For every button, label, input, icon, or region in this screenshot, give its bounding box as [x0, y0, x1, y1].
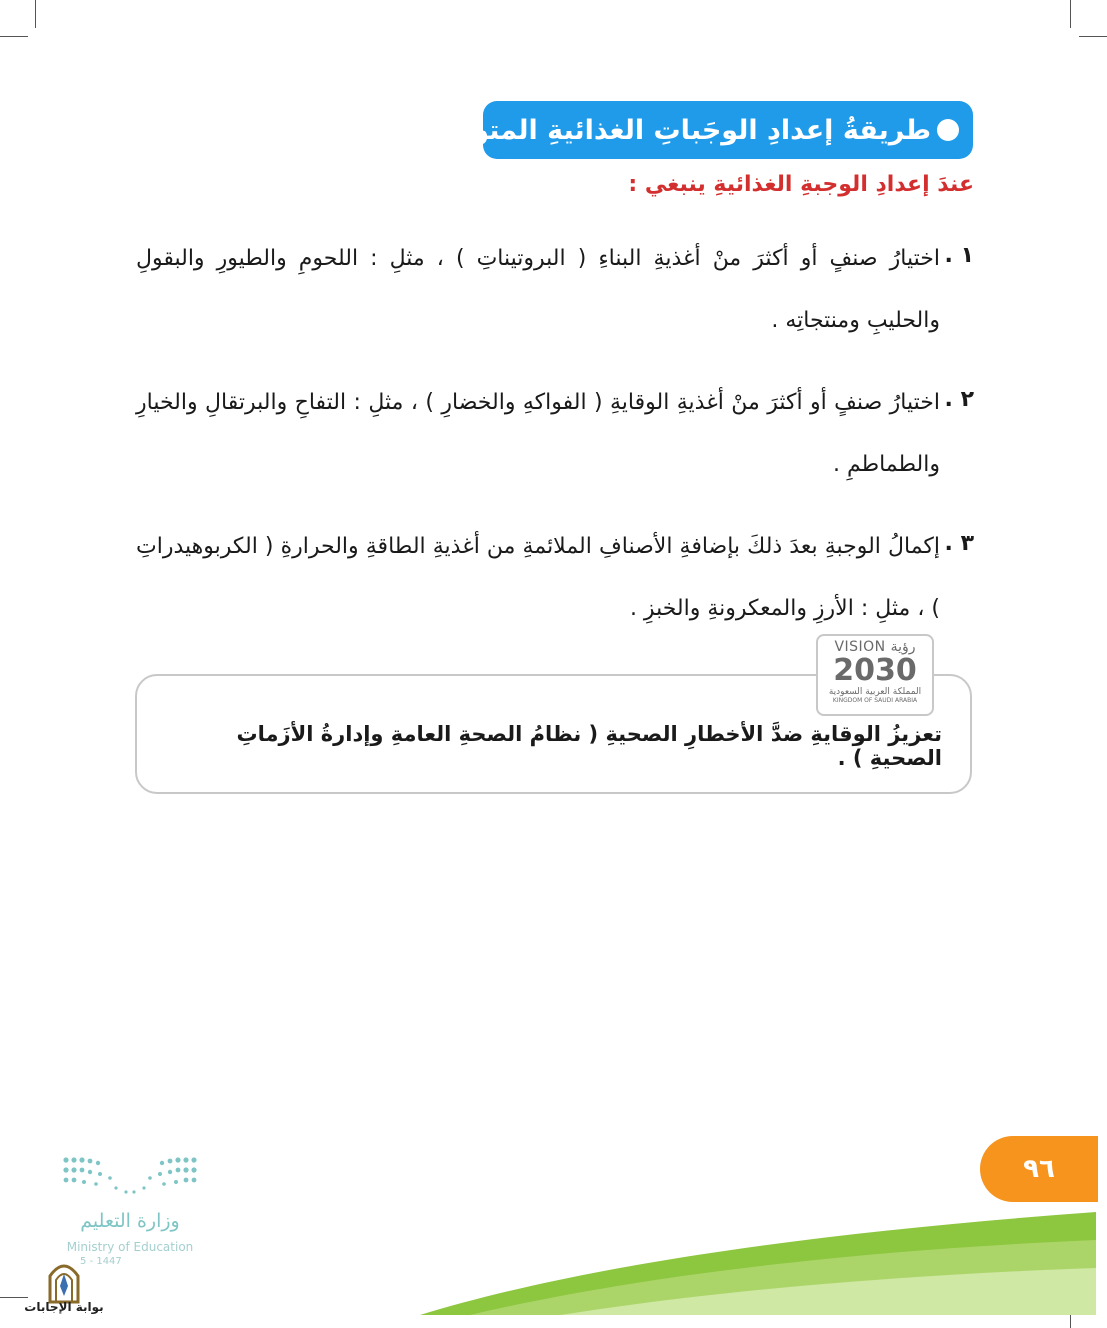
list-item — [136, 372, 974, 496]
ministry-name-arabic: وزارة التعليم — [80, 1210, 180, 1232]
ministry-name-english: Ministry of Education — [66, 1240, 194, 1254]
item-text: إكمالُ الوجبةِ بعدَ ذلكَ بإضافةِ الأصنافِ الملائمةِ من أغذيةِ الطاقةِ والحرارةِ ( الكربوهيدراتِ ) ، مثلِ : الأرزِ والمعكرونةِ والخبزِ . — [136, 534, 940, 621]
crop-mark — [35, 0, 36, 28]
item-number: ٣ . — [944, 531, 974, 556]
ministry-logo-icon — [60, 1152, 200, 1202]
crop-mark — [0, 1297, 28, 1298]
crop-mark — [0, 36, 28, 37]
crop-mark — [1070, 0, 1071, 28]
item-text: اختيارُ صنفٍ أو أكثرَ منْ أغذيةِ البناءِ ( البروتيناتِ ) ، مثلِ : اللحومِ والطيورِ والبقولِ والحليبِ ومنتجاتِه . — [136, 246, 940, 333]
bullet-dot-icon — [937, 119, 959, 141]
item-number: ٢ . — [944, 387, 974, 412]
section-banner — [400, 101, 973, 159]
vision-logo-top: VISION رؤية — [834, 639, 916, 655]
vision-logo-number: 2030 — [833, 653, 917, 688]
crop-mark — [1070, 1302, 1071, 1328]
watermark-text: بوابة الإجابات — [24, 1300, 104, 1314]
item-text: اختيارُ صنفٍ أو أكثرَ منْ أغذيةِ الوقايةِ ( الفواكهِ والخضارِ ) ، مثلِ : التفاحِ والبرتقالِ والخيارِ والطماطمِ . — [136, 390, 940, 477]
list-item — [136, 516, 974, 640]
vision-logo-arabic: المملكة العربية السعودية — [828, 687, 922, 697]
crop-mark — [1079, 36, 1107, 37]
vision-logo-english: KINGDOM OF SAUDI ARABIA — [832, 697, 918, 704]
subheading: عندَ إعدادِ الوجبةِ الغذائيةِ ينبغي : — [628, 172, 974, 197]
vision-2030-logo — [816, 634, 934, 716]
list-item — [136, 228, 974, 352]
watermark-logo-icon — [44, 1256, 84, 1304]
vision-box-text: تعزيزُ الوقايةِ ضدَّ الأخطارِ الصحيةِ ( نظامُ الصحةِ العامةِ وإدارةُ الأزَماتِ الصحيةِ ) . — [236, 722, 942, 770]
numbered-list — [136, 228, 974, 660]
ministry-year: 5 - 1447 — [80, 1256, 122, 1267]
item-number: ١ . — [944, 243, 974, 268]
page-number: ٩٦ — [1023, 1154, 1055, 1184]
section-title: طريقةُ إعدادِ الوجَباتِ الغذائيةِ المتوازنة : — [400, 114, 931, 146]
page-number-tab — [980, 1136, 1098, 1202]
